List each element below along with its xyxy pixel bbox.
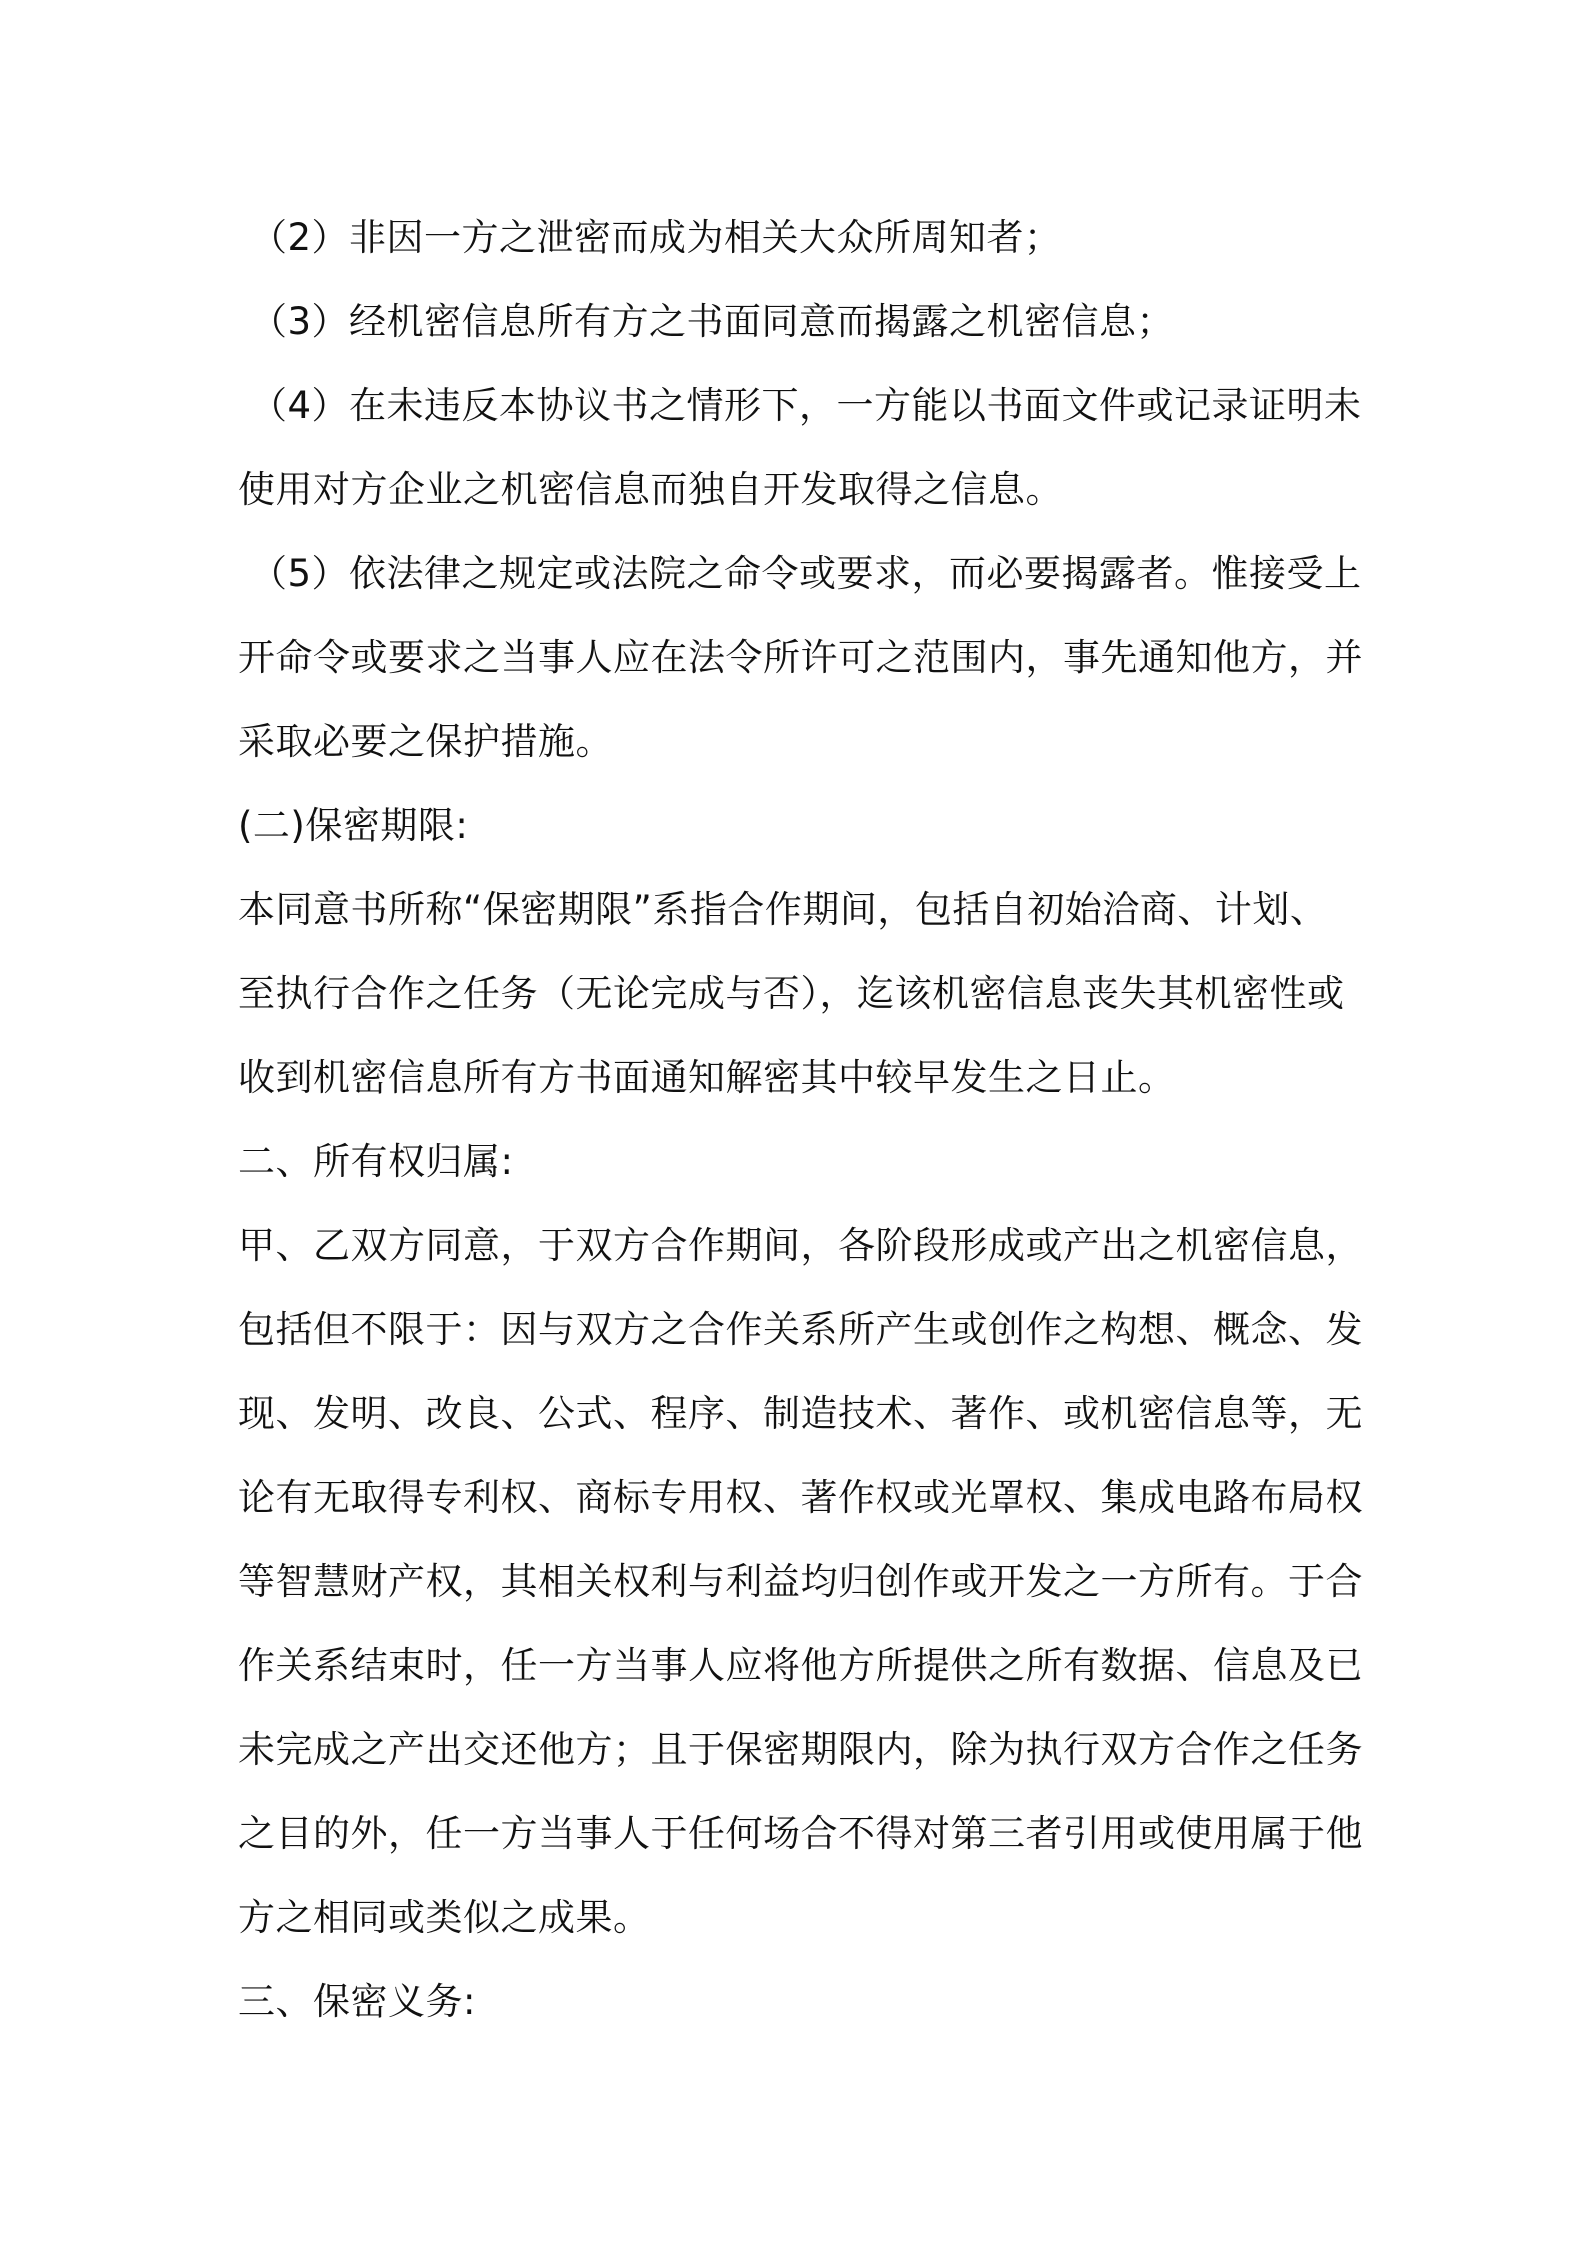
- confidentiality-period-text-line-2: 至执行合作之任务（无论完成与否），迄该机密信息丧失其机密性或: [238, 972, 1345, 1015]
- ownership-text-line-7: 未完成之产出交还他方；且于保密期限内，除为执行双方合作之任务: [238, 1728, 1363, 1771]
- item-4-text-line-2: 使用对方企业之机密信息而独自开发取得之信息。: [238, 468, 1063, 511]
- ownership-text-line-8: 之目的外，任一方当事人于任何场合不得对第三者引用或使用属于他: [238, 1812, 1363, 1855]
- ownership-text-line-2: 包括但不限于：因与双方之合作关系所产生或创作之构想、概念、发: [238, 1308, 1363, 1351]
- section-confidentiality-period-heading: (二)保密期限:: [238, 804, 469, 847]
- ownership-text-line-4: 论有无取得专利权、商标专用权、著作权或光罩权、集成电路布局权: [238, 1476, 1363, 1519]
- item-3-text: （3）经机密信息所有方之书面同意而揭露之机密信息；: [250, 300, 1175, 343]
- ownership-text-line-1: 甲、乙双方同意，于双方合作期间，各阶段形成或产出之机密信息，: [238, 1224, 1363, 1267]
- item-4-text-line-1: （4）在未违反本协议书之情形下，一方能以书面文件或记录证明未: [250, 384, 1362, 427]
- item-5-text-line-3: 采取必要之保护措施。: [238, 720, 613, 763]
- confidentiality-period-text-line-1: 本同意书所称“保密期限”系指合作期间，包括自初始洽商、计划、: [238, 888, 1328, 931]
- ownership-text-line-5: 等智慧财产权，其相关权利与利益均归创作或开发之一方所有。于合: [238, 1560, 1363, 1603]
- item-5-text-line-1: （5）依法律之规定或法院之命令或要求，而必要揭露者。惟接受上: [250, 552, 1362, 595]
- ownership-text-line-9: 方之相同或类似之成果。: [238, 1896, 651, 1939]
- confidentiality-period-text-line-3: 收到机密信息所有方书面通知解密其中较早发生之日止。: [238, 1056, 1176, 1099]
- section-ownership-heading: 二、所有权归属:: [238, 1140, 514, 1183]
- ownership-text-line-3: 现、发明、改良、公式、程序、制造技术、著作、或机密信息等，无: [238, 1392, 1363, 1435]
- ownership-text-line-6: 作关系结束时，任一方当事人应将他方所提供之所有数据、信息及已: [238, 1644, 1363, 1687]
- section-confidentiality-obligation-heading: 三、保密义务:: [238, 1980, 476, 2023]
- item-5-text-line-2: 开命令或要求之当事人应在法令所许可之范围内，事先通知他方，并: [238, 636, 1363, 679]
- document-page: [238, 196, 1368, 2044]
- item-2-text: （2）非因一方之泄密而成为相关大众所周知者；: [250, 216, 1062, 259]
